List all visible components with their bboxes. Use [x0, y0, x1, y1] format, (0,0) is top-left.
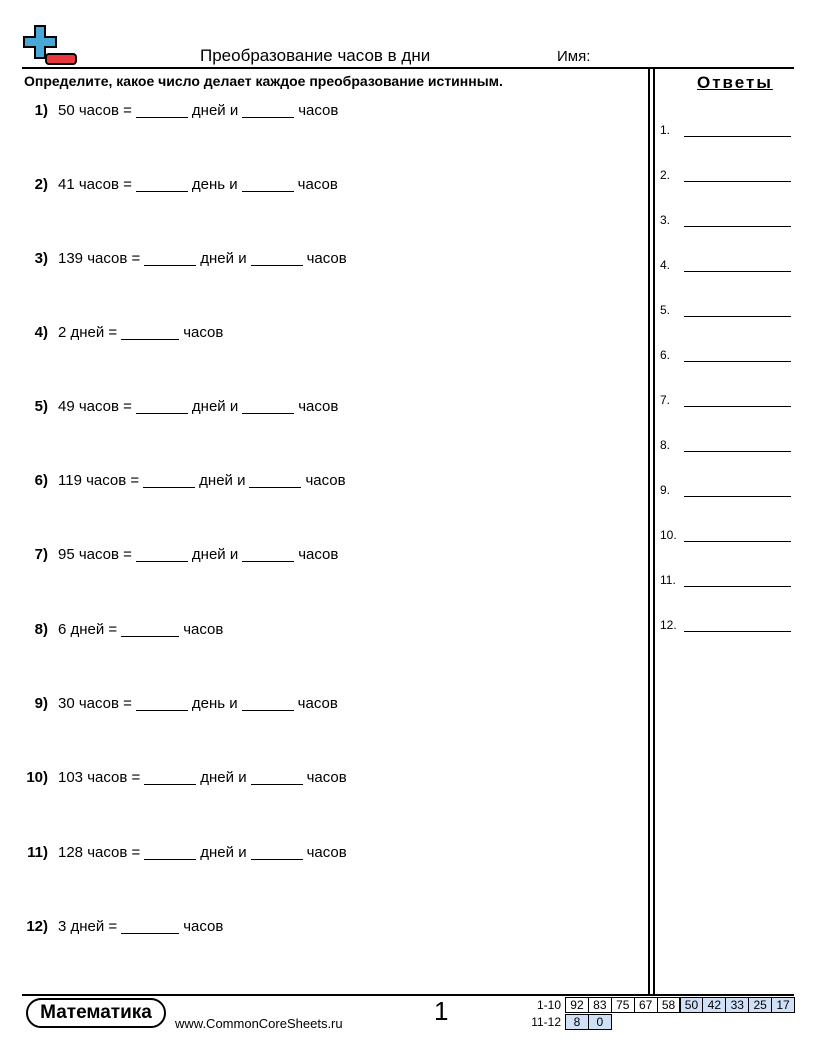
- answer-key-row: [660, 528, 794, 544]
- instructions: Определите, какое число делает каждое преобразование истинным.: [24, 73, 503, 89]
- answer-key-line[interactable]: [684, 406, 791, 407]
- answer-blank[interactable]: [251, 251, 303, 266]
- answer-blank[interactable]: [251, 770, 303, 785]
- problem-lead: 49 часов =: [58, 398, 132, 415]
- answer-blank[interactable]: [136, 696, 188, 711]
- answer-key-number: 2.: [660, 168, 671, 182]
- problem-number: 4): [34, 324, 48, 341]
- header-divider: [22, 67, 794, 69]
- problem-lead: 30 часов =: [58, 695, 132, 712]
- problem-number: 7): [34, 546, 48, 563]
- answer-key-row: [660, 213, 794, 229]
- answer-blank[interactable]: [242, 399, 294, 414]
- answer-key-number: 5.: [660, 303, 671, 317]
- plus-minus-logo-icon: [22, 24, 78, 68]
- problem-number: 5): [34, 398, 48, 415]
- column-divider: [648, 68, 650, 996]
- answer-key-row: [660, 348, 794, 364]
- problem-lead: 103 часов =: [58, 769, 141, 786]
- answer-key-number: 7.: [660, 393, 671, 407]
- problem-tail: часов: [298, 398, 339, 415]
- answer-blank[interactable]: [136, 103, 188, 118]
- answer-blank[interactable]: [242, 177, 294, 192]
- answer-key-number: 11.: [660, 573, 676, 587]
- problem-tail: часов: [305, 472, 346, 489]
- score-cell: 8: [565, 1014, 589, 1030]
- answer-key-number: 4.: [660, 258, 671, 272]
- problem-lead: 128 часов =: [58, 844, 141, 861]
- answer-blank[interactable]: [121, 622, 179, 637]
- problem-mid: дней и: [200, 769, 247, 786]
- score-cell: 33: [725, 997, 749, 1013]
- column-divider: [653, 68, 655, 996]
- answer-blank[interactable]: [242, 103, 294, 118]
- answer-key-line[interactable]: [684, 271, 791, 272]
- answer-key-row: [660, 303, 794, 319]
- answer-key-number: 6.: [660, 348, 671, 362]
- answer-key-number: 3.: [660, 213, 671, 227]
- score-cell: 50: [680, 997, 704, 1013]
- problem-number: 3): [34, 250, 48, 267]
- answer-key-line[interactable]: [684, 541, 791, 542]
- problem-tail: часов: [306, 250, 347, 267]
- problem-number: 6): [34, 472, 48, 489]
- answer-key-number: 12.: [660, 618, 677, 632]
- footer-divider: [22, 994, 794, 996]
- answer-blank[interactable]: [136, 399, 188, 414]
- problem-lead: 50 часов =: [58, 102, 132, 119]
- answer-key-row: [660, 438, 794, 454]
- problem-lead: 41 часов =: [58, 176, 132, 193]
- problem-mid: дней и: [191, 398, 239, 415]
- problem-mid: день и: [191, 695, 238, 712]
- answer-key-line[interactable]: [684, 451, 791, 452]
- problem-tail: часов: [298, 546, 339, 563]
- answer-blank[interactable]: [242, 547, 294, 562]
- problem-tail: часов: [297, 176, 338, 193]
- score-cell: 75: [611, 997, 635, 1013]
- problem-lead: 2 дней =: [58, 324, 118, 341]
- answer-key-line[interactable]: [684, 316, 791, 317]
- problem-number: 12): [26, 918, 48, 935]
- answer-key-line[interactable]: [684, 181, 791, 182]
- problem-tail: часов: [183, 918, 224, 935]
- answer-key-line[interactable]: [684, 496, 791, 497]
- answer-key-number: 1.: [660, 123, 671, 137]
- score-cell: 17: [771, 997, 795, 1013]
- answer-key-row: [660, 618, 794, 634]
- problem-mid: дней и: [200, 844, 247, 861]
- problem-lead: 119 часов =: [58, 472, 140, 489]
- score-cell: 92: [565, 997, 589, 1013]
- answer-key-number: 9.: [660, 483, 671, 497]
- answer-key-row: [660, 393, 794, 409]
- problem-number: 11): [27, 844, 48, 861]
- score-cell: 0: [588, 1014, 612, 1030]
- problem-tail: часов: [183, 621, 224, 638]
- answer-key-line[interactable]: [684, 361, 791, 362]
- score-cell: 83: [588, 997, 612, 1013]
- problem-lead: 95 часов =: [58, 546, 132, 563]
- score-cell: 25: [748, 997, 772, 1013]
- problem-mid: дней и: [191, 546, 239, 563]
- answer-key-number: 8.: [660, 438, 671, 452]
- problem-tail: часов: [306, 769, 347, 786]
- answer-key-line[interactable]: [684, 226, 791, 227]
- problem-lead: 6 дней =: [58, 621, 118, 638]
- answer-key-number: 10.: [660, 528, 677, 542]
- brand-badge: Математика: [26, 998, 166, 1028]
- answer-key-row: [660, 258, 794, 274]
- problem-number: 8): [34, 621, 48, 638]
- problem-tail: часов: [297, 695, 338, 712]
- score-cell: 42: [702, 997, 726, 1013]
- answer-key-row: [660, 168, 794, 184]
- problem-lead: 3 дней =: [58, 918, 118, 935]
- problem-mid: дней и: [191, 102, 239, 119]
- score-cell: 58: [657, 997, 681, 1013]
- answer-blank[interactable]: [242, 696, 294, 711]
- answer-key-row: [660, 123, 794, 139]
- name-label: Имя:: [557, 48, 591, 65]
- worksheet-title: Преобразование часов в дни: [200, 46, 431, 65]
- site-url: www.CommonCoreSheets.ru: [175, 1016, 343, 1031]
- answer-key-line[interactable]: [684, 136, 791, 137]
- problem-lead: 139 часов =: [58, 250, 141, 267]
- answers-title: Ответы: [697, 73, 773, 92]
- answer-key-line[interactable]: [684, 586, 791, 587]
- answer-key-row: [660, 483, 794, 499]
- answer-blank[interactable]: [251, 845, 303, 860]
- answer-blank[interactable]: [121, 325, 179, 340]
- problem-mid: день и: [191, 176, 238, 193]
- score-row-label: 1-10: [536, 998, 561, 1012]
- answer-key-row: [660, 573, 794, 589]
- problem-mid: дней и: [199, 472, 246, 489]
- problem-number: 10): [26, 769, 48, 786]
- answer-blank[interactable]: [144, 845, 196, 860]
- problem-tail: часов: [306, 844, 347, 861]
- answer-blank[interactable]: [144, 251, 196, 266]
- problem-tail: часов: [298, 102, 339, 119]
- answer-key-line[interactable]: [684, 631, 791, 632]
- problem-mid: дней и: [200, 250, 247, 267]
- problem-number: 9): [34, 695, 48, 712]
- problem-number: 2): [34, 176, 48, 193]
- answer-blank[interactable]: [249, 473, 301, 488]
- answer-blank[interactable]: [143, 473, 195, 488]
- answer-blank[interactable]: [121, 919, 179, 934]
- problem-tail: часов: [183, 324, 224, 341]
- answer-blank[interactable]: [136, 547, 188, 562]
- problem-number: 1): [34, 102, 48, 119]
- score-cell: 67: [634, 997, 658, 1013]
- answer-blank[interactable]: [144, 770, 196, 785]
- answer-blank[interactable]: [136, 177, 188, 192]
- score-row-label: 11-12: [531, 1015, 561, 1029]
- page-number: 1: [434, 996, 449, 1026]
